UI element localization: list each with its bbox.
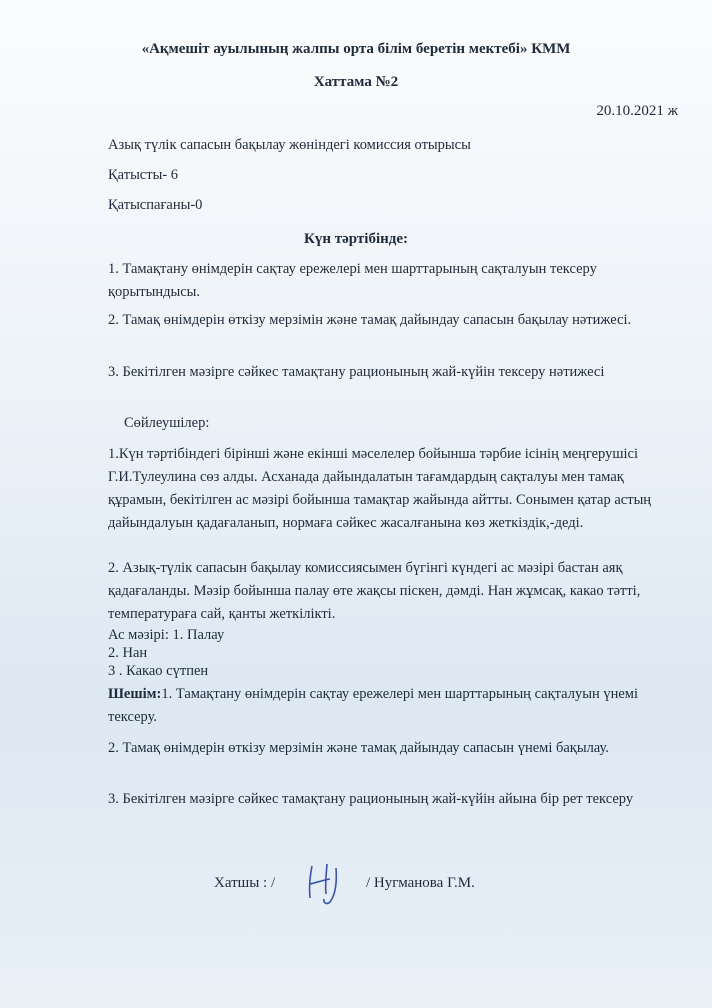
speaker-item: 1.Күн тәртібіндегі бірінші және екінші мәселелер бойынша тәрбие ісінің меңгерушісі Г.И.Тулеулина сөз алды. Асханада дайындалатын тағамдардың сақталуы мен тамақ құрамын, бекітілген ас мәзірі бойынша тамақтар жайында айтты. Сонымен қатар астың дайындалуын қадағаланып, нормаға сәйкес жасалғанына көз жеткіздік,-деді. xyxy=(108,446,652,531)
decision-item xyxy=(108,683,673,729)
agenda-heading: Күн тәртібінде: xyxy=(303,231,409,247)
decision-text: 1. Тамақтану өнімдерін сақтау ережелері мен шарттарының сақталуын үнемі тексеру. xyxy=(108,686,639,725)
attendance-present: Қатысты- 6 xyxy=(108,167,179,183)
agenda-item: 2. Тамақ өнімдерін өткізу мерзімін және тамақ дайындау сапасын бақылау нәтижесі. xyxy=(108,312,632,328)
handwritten-signature xyxy=(300,858,350,908)
menu-line: Ас мәзірі: 1. Палау xyxy=(108,627,225,643)
document-date: 20.10.2021 ж xyxy=(596,103,678,119)
speaker-item: 2. Азық-түлік сапасын бақылау комиссиясымен бүгінгі күндегі ас мәзірі бастан аяқ қадағаланды. Мәзір бойынша палау өте жақсы піскен, дәмді. Нан жұмсақ, какао тәтті, температураға сай, қанты жеткілікті. xyxy=(108,560,641,622)
organization-name: «Ақмешіт ауылының жалпы орта білім беретін мектебі» КММ xyxy=(141,41,571,57)
secretary-label: Хатшы : / xyxy=(214,875,276,891)
menu-item: 3 . Какао сүтпен xyxy=(108,663,209,679)
decision-item: 3. Бекітілген мәзірге сәйкес тамақтану рационының жай-күйін айына бір рет тексеру xyxy=(108,791,634,807)
speakers-heading: Сөйлеушілер: xyxy=(124,415,210,431)
meeting-subject: Азық түлік сапасын бақылау жөніндегі комиссия отырысы xyxy=(108,137,471,153)
secretary-name: / Нугманова Г.М. xyxy=(366,875,475,891)
attendance-absent: Қатыспағаны-0 xyxy=(108,197,203,213)
document-title: Хаттама №2 xyxy=(313,74,399,90)
agenda-item: 3. Бекітілген мәзірге сәйкес тамақтану рационының жай-күйін тексеру нәтижесі xyxy=(108,364,605,380)
decision-item: 2. Тамақ өнімдерін өткізу мерзімін және тамақ дайындау сапасын үнемі бақылау. xyxy=(108,740,609,756)
menu-item: 2. Нан xyxy=(108,645,148,661)
agenda-item: 1. Тамақтану өнімдерін сақтау ережелері мен шарттарының сақталуын тексеру қорытындысы. xyxy=(108,261,597,300)
decision-label: Шешім: xyxy=(108,686,162,702)
